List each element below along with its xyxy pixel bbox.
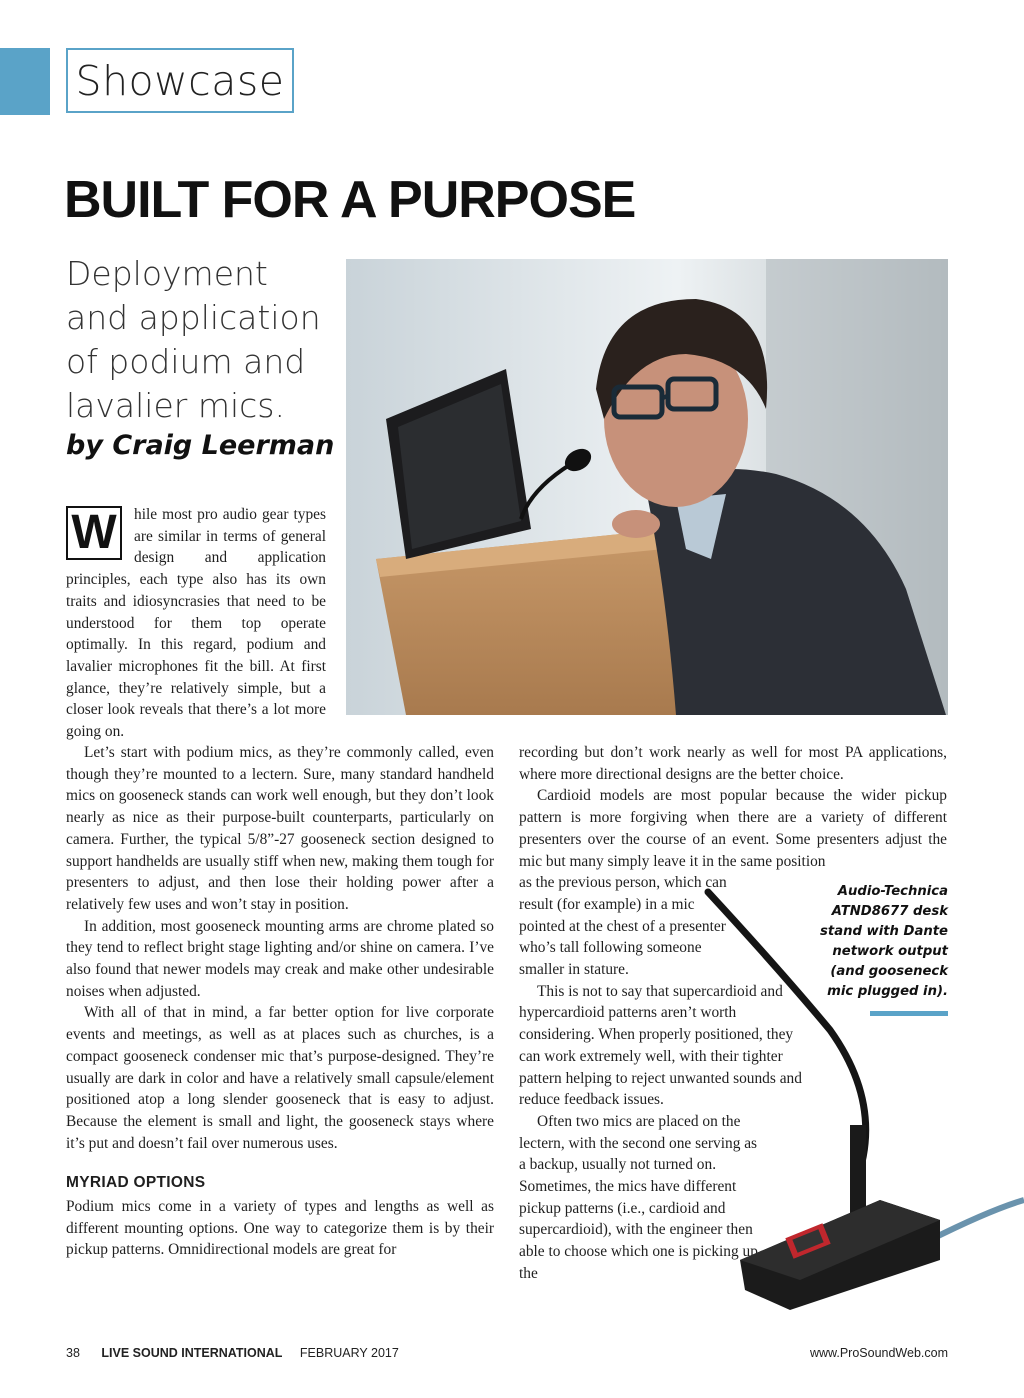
section-tab-bar <box>0 48 50 115</box>
presenter-photo-image <box>346 259 948 715</box>
photo-caption: Audio-Technica ATND8677 desk stand with Dante network output (and gooseneck mic plugged in). <box>820 884 948 999</box>
article-column-1 <box>66 742 494 1261</box>
page-number: 38 <box>66 1346 80 1360</box>
presenter-photo <box>346 259 948 715</box>
body-paragraph: Podium mics come in a variety of types and lengths as well as different mounting options. One way to categorize them is by their pickup patterns. Omnidirectional models are great for <box>66 1198 494 1259</box>
body-paragraph: With all of that in mind, a far better option for live corporate events and meetings, as well as at places such as churches, is a compact gooseneck condenser mic that’s purpose-designed. They’re usually are dark in color and have a relatively small capsule/element positioned atop a long slender gooseneck that is easy to adjust. Because the element is small and light, the gooseneck stays where it’s put and doesn’t fail over numerous uses. <box>66 1004 494 1152</box>
body-paragraph: In addition, most gooseneck mounting arms are chrome plated so they tend to reflect bright stage lighting and/or shine on camera. I’ve also found that newer models may creak and make other undesirable noises when adjusted. <box>66 917 494 1000</box>
body-paragraph: recording but don’t work nearly as well for most PA applications, where more directional designs are the better choice. <box>519 744 947 783</box>
drop-cap: W <box>66 506 122 560</box>
page-footer <box>66 1346 948 1360</box>
caption-rule <box>870 1011 948 1016</box>
section-label: Showcase <box>75 56 285 105</box>
magazine-name: LIVE SOUND INTERNATIONAL <box>101 1346 283 1360</box>
article-headline: BUILT FOR A PURPOSE <box>64 171 636 229</box>
website-link[interactable]: www.ProSoundWeb.com <box>809 1346 948 1360</box>
article-intro <box>66 504 326 743</box>
body-paragraph: This is not to say that supercardioid and hypercardioid patterns aren’t worth considering. When properly positioned, they can work extremely well, with their tighter pattern helping to reject unwanted sounds and reduce feedback issues. <box>519 982 802 1109</box>
subhead: MYRIAD OPTIONS <box>66 1174 206 1192</box>
article-byline: by Craig Leerman <box>66 430 335 461</box>
body-paragraph: Often two mics are placed on the lectern, with the second one serving as a backup, usually not turned on. Sometimes, the mics have different pickup patterns (i.e., cardioid and supercardioid), with the engineer then able to choose which one is picking up the <box>519 1112 758 1282</box>
issue-date: FEBRUARY 2017 <box>299 1346 399 1360</box>
body-paragraph: Cardioid models are most popular because the wider pickup pattern is more forgiving when there are a variety of different presenters over the course of an event. Some presenters adjust the mic but many simply leave it in the same position <box>519 787 947 870</box>
intro-paragraph: hile most pro audio gear types are similar in terms of general design and application principles, each type also has its own traits and idiosyncrasies that need to be understood for them top operate optimally. In this regard, podium and lavalier microphones fit the bill. At first glance, they’re relatively simple, but a closer look reveals that there’s a lot more going on. <box>66 506 326 741</box>
section-label-box <box>66 48 294 113</box>
article-deck: Deployment and application of podium and lavalier mics. <box>66 254 321 425</box>
body-paragraph: as the previous person, which can result (for example) in a mic pointed at the chest of a presenter who’s tall following someone smaller in stature. <box>519 874 727 979</box>
body-paragraph: Let’s start with podium mics, as they’re commonly called, even though they’re mounted to a lectern. Sure, many standard handheld mics on gooseneck stands can work well enough, but they don’t look nearly as nice as their purpose-built counterparts, particularly on camera. Further, the typical 5/8”-27 gooseneck section designed to support handhelds are usually stiff when new, making them tough for presenters to adjust, and then lose their holding power after a relatively few uses and won’t stay in position. <box>66 744 494 913</box>
